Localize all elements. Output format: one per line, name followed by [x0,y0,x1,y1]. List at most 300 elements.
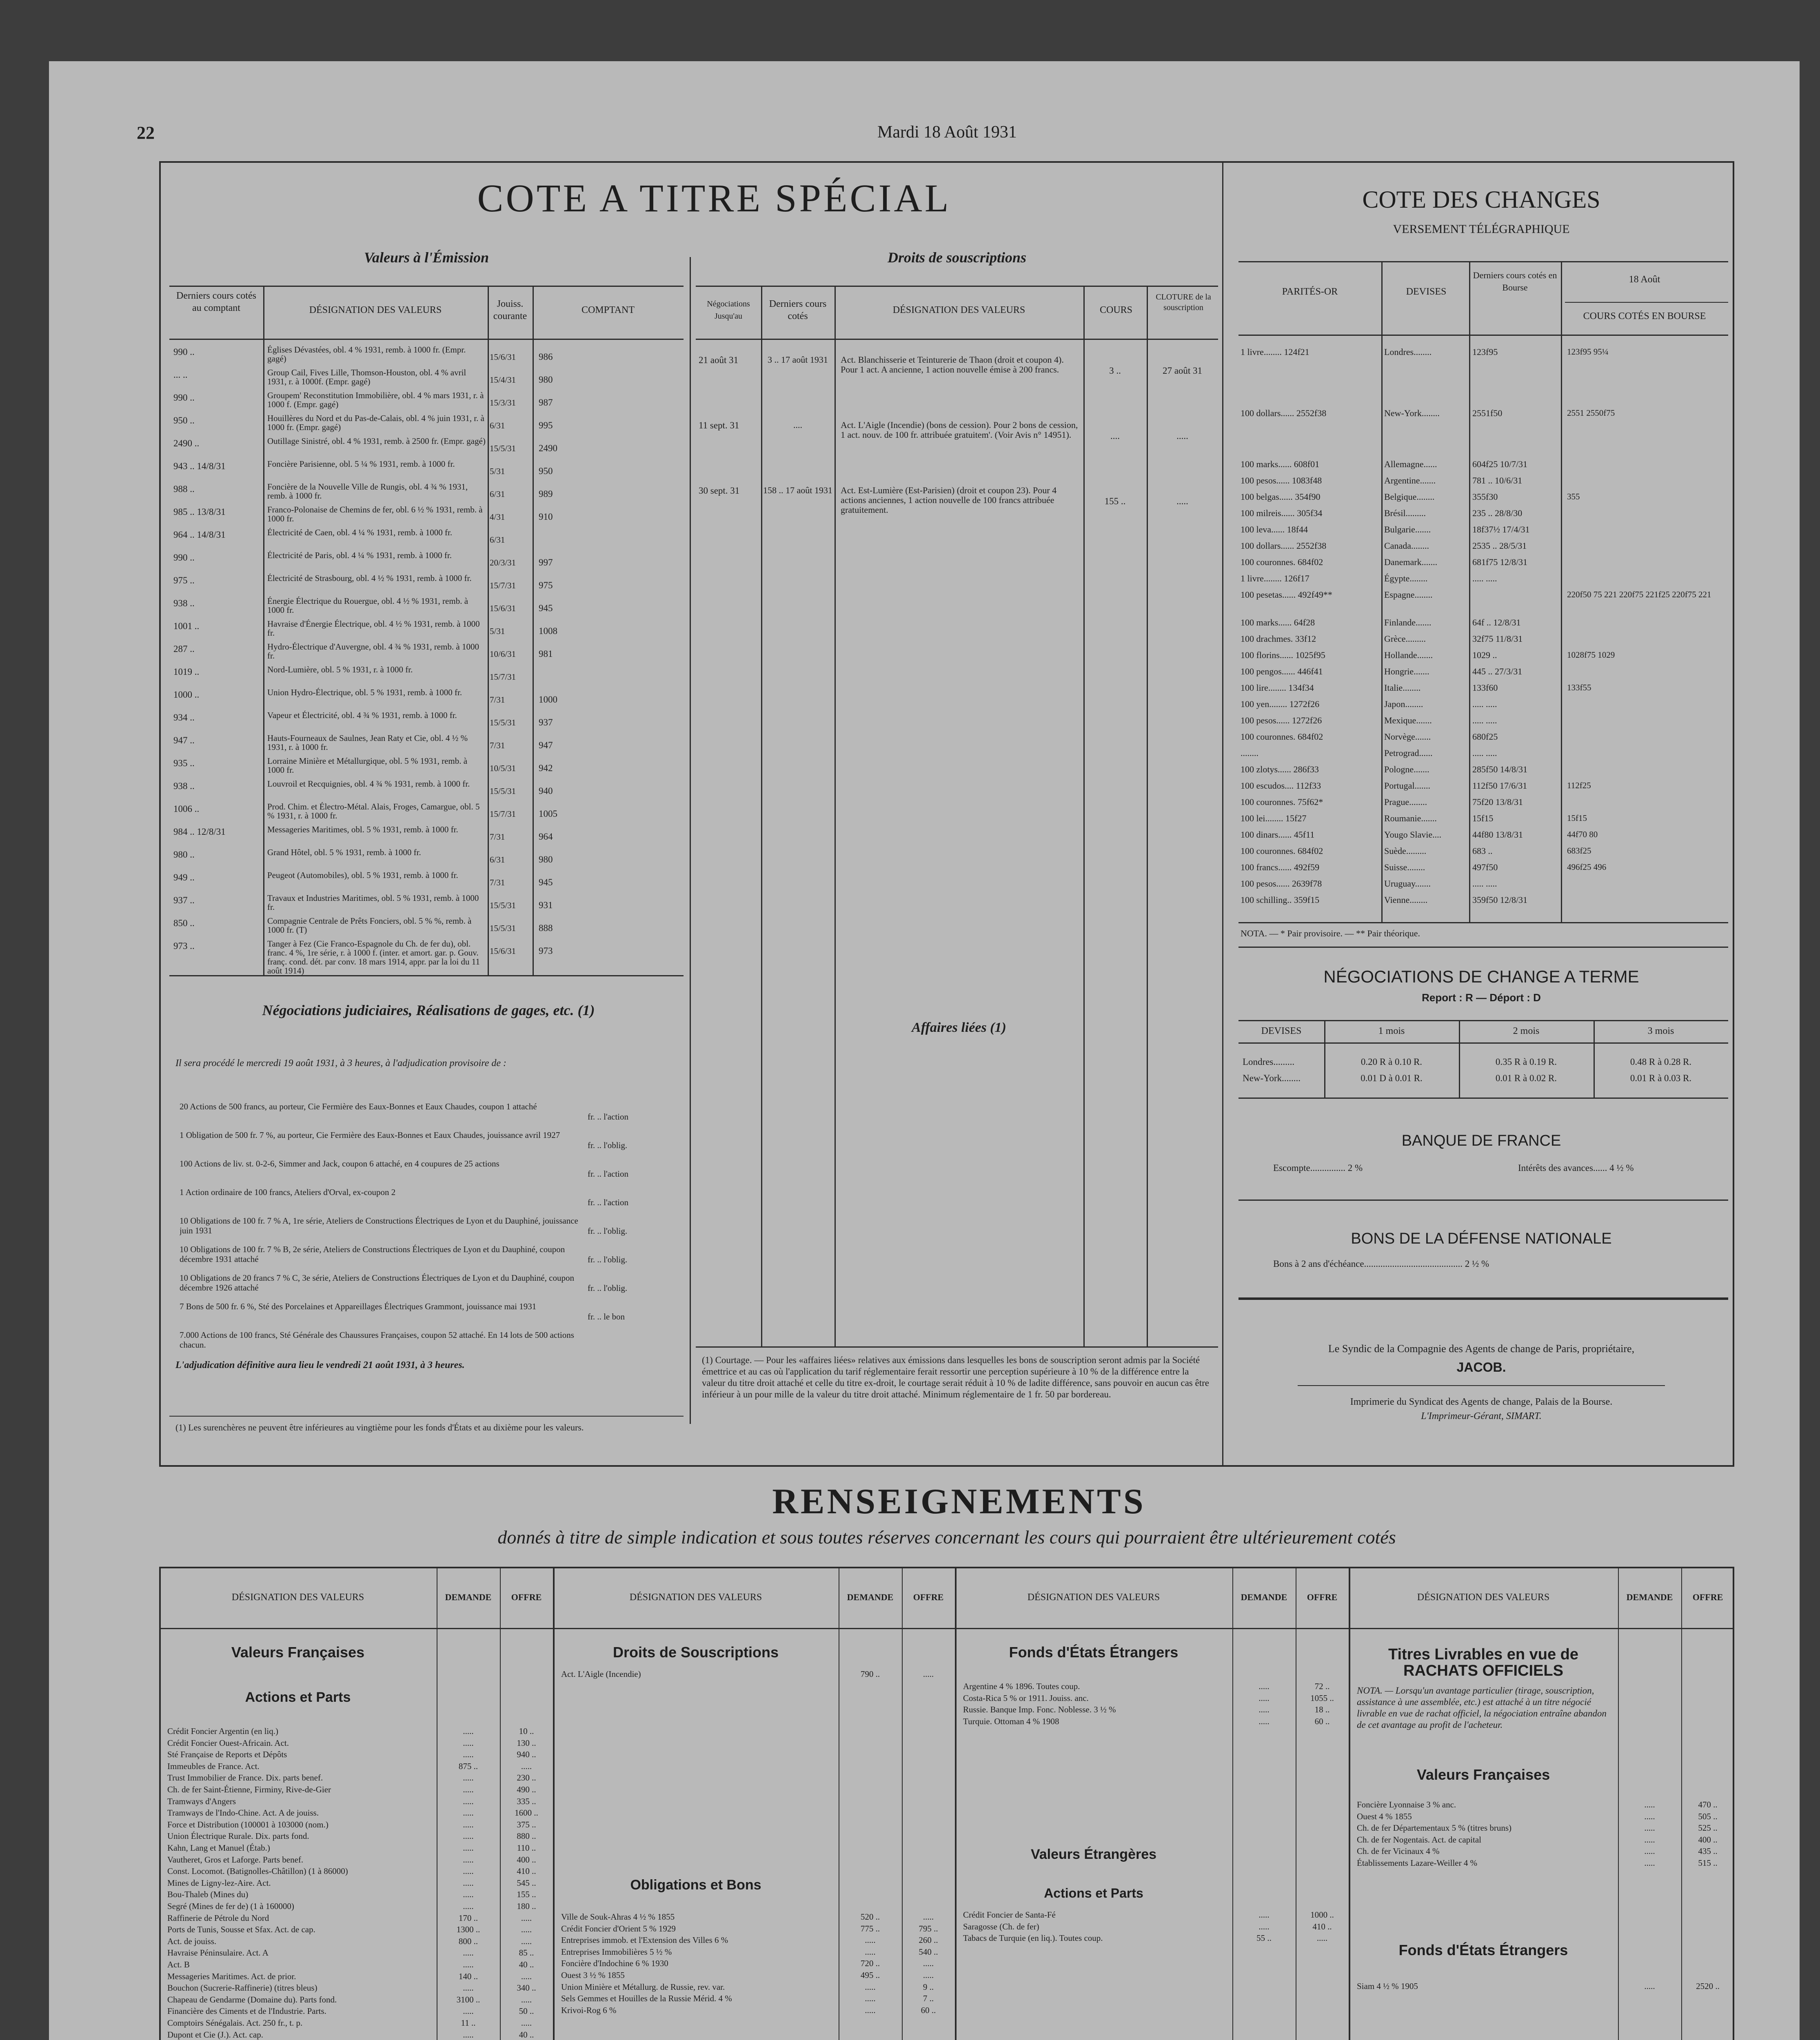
rens-demande: ..... [463,1889,474,1900]
change-last-price: 680f25 [1472,732,1498,742]
negociations-footnote: (1) Les surenchères ne peuvent être inférieures au vingtième pour les fonds d'États et au dixième pour les valeurs. [175,1422,584,1432]
rens-designation: Comptoirs Sénégalais. Act. 250 fr., t. p. [167,2018,303,2028]
change-parite: 100 couronnes. 684f02 [1241,846,1323,856]
emission-designation: Électricité de Strasbourg, obl. 4 ½ % 1931, remb. à 1000 fr. [267,574,472,583]
divider-emission-droits [690,257,691,1424]
emission-last-price: 935 .. [173,758,195,768]
rens-offre: 110 .. [517,1843,536,1853]
emission-last-price: 980 .. [173,849,195,860]
droits-col-cours: COURS [1099,305,1133,315]
emission-designation: Électricité de Paris, obl. 4 ¼ % 1931, remb. à 1000 fr. [267,551,452,560]
emission-last-price: 975 .. [173,575,195,585]
rens-designation: Krivoi-Rog 6 % [561,2005,617,2015]
rens-demande: ..... [463,1843,474,1853]
emission-comptant: 947 [539,740,553,750]
rens-demande: ..... [463,1773,474,1783]
change-last-price: ..... ..... [1472,699,1497,709]
emission-comptant: 1005 [539,809,557,819]
rens-offre: 505 .. [1698,1811,1718,1821]
rens-demande: ..... [463,1831,474,1841]
change-last-price: ..... ..... [1472,748,1497,758]
terme-title: NÉGOCIATIONS DE CHANGE A TERME [1323,967,1639,986]
change-devise: Grèce......... [1384,634,1426,644]
changes-nota: NOTA. — * Pair provisoire. — ** Pair théorique. [1241,928,1420,938]
terme-devise: Londres......... [1243,1057,1295,1067]
terme-3mois: 0.01 R à 0.03 R. [1630,1073,1692,1083]
emission-comptant: 950 [539,466,553,476]
emission-designation: Lorraine Minière et Métallurgique, obl. 5 % 1931, remb. à 1000 fr. [267,756,468,775]
droits-designation: Act. Est-Lumière (Est-Parisien) (droit et coupon 23). Pour 4 actions anciennes, 1 action nouvelle de 100 francs attribuée gratuitement. [841,485,1057,515]
emission-jouissance: 15/7/31 [490,672,516,682]
negociation-item: 7 Bons de 500 fr. 6 %, Sté des Porcelaines et Appareillages Électriques Grammont, jouissance mai 1931 [180,1302,537,1311]
rens-offre: 540 .. [919,1947,938,1957]
rens-offre: 10 .. [519,1726,534,1736]
change-last-price: 497f50 [1472,862,1498,872]
emission-designation: Havraise d'Énergie Électrique, obl. 4 ½ % 1931, remb. à 1000 fr. [267,619,480,638]
rens-demande: ..... [463,1854,474,1865]
rens-demande: ..... [1644,1823,1655,1833]
change-last-price: 235 .. 28/8/30 [1472,508,1523,518]
rens-designation: Saragosse (Ch. de fer) [963,1921,1039,1931]
rens-offre: 525 .. [1698,1823,1718,1833]
negociation-price: fr. .. l'oblig. [588,1140,628,1150]
change-parite: 100 couronnes. 684f02 [1241,557,1323,567]
change-parite: 100 florins...... 1025f95 [1241,650,1325,660]
emission-comptant: 980 [539,375,553,385]
negociation-item: 20 Actions de 500 francs, au porteur, Cie Fermière des Eaux-Bonnes et Eaux Chaudes, coupon 1 attaché [180,1102,537,1111]
banque-escompte: Escompte............... 2 % [1273,1163,1363,1173]
rens-designation: Messageries Maritimes. Act. de prior. [167,1971,296,1981]
emission-jouissance: 6/31 [490,421,505,430]
rens-demande: ..... [1644,1858,1655,1868]
emission-last-price: 938 .. [173,598,195,608]
emission-designation: Franco-Polonaise de Chemins de fer, obl. 6 ½ % 1931, remb. à 1000 fr. [267,505,483,523]
change-parite: 100 pesos...... 2639f78 [1241,878,1322,889]
rens-offre: ..... [521,2018,532,2028]
change-devise: Suède......... [1384,846,1427,856]
rens-demande: ..... [463,1726,474,1736]
rens-offre: ..... [521,1994,532,2005]
emission-designation: Compagnie Centrale de Prêts Fonciers, obl. 5 % %, remb. à 1000 fr. (T) [267,916,472,935]
rens-offre: 9 .. [923,1982,934,1992]
change-last-price: 15f15 [1472,813,1494,823]
changes-col-cours: COURS COTÉS EN BOURSE [1583,311,1706,322]
droits-title: Droits de souscriptions [887,249,1027,266]
rens-demande: ..... [463,1750,474,1760]
rens-offre: 40 .. [519,1960,534,1969]
rens-offre: 50 .. [519,2006,534,2016]
emission-last-price: 949 .. [173,872,195,883]
emission-designation: Hauts-Fourneaux de Saulnes, Jean Raty et Cie, obl. 4 ½ % 1931, r. à 1000 fr. [267,734,468,752]
rens-demande: ..... [463,1796,474,1806]
rens-designation: Établissements Lazare-Weiller 4 % [1357,1858,1478,1868]
emission-comptant: 987 [539,397,553,408]
change-last-price: 355f30 [1472,492,1498,502]
negociation-price: fr. .. l'action [588,1197,629,1207]
emission-jouissance: 6/31 [490,855,505,865]
change-today: 496f25 496 [1567,862,1607,872]
rens-offre: ..... [521,1936,532,1946]
droits-col-derniers: Derniers cours cotés [769,299,827,322]
emission-jouissance: 20/3/31 [490,558,516,568]
change-parite: 100 dinars...... 45f11 [1241,829,1315,840]
terme-2mois: 0.01 R à 0.02 R. [1495,1073,1557,1083]
change-last-price: 18f37½ 17/4/31 [1472,524,1530,534]
rens-demande: ..... [463,1866,474,1876]
rens-offre: 155 .. [517,1889,536,1900]
rens-col-designation: DÉSIGNATION DES VALEURS [629,1592,762,1603]
emission-designation: Énergie Électrique du Rouergue, obl. 4 ½ % 1931, remb. à 1000 fr. [267,596,468,615]
terme-col-3mois: 3 mois [1647,1026,1674,1036]
rens-demande: ..... [463,2029,474,2040]
changes-col-derniers: Derniers cours cotés en Bourse [1473,270,1557,293]
emission-last-price: 988 .. [173,484,195,494]
change-parite: 100 pesos...... 1272f26 [1241,715,1322,725]
banque-title: BANQUE DE FRANCE [1401,1132,1561,1149]
change-last-price: 1029 .. [1472,650,1497,660]
rens-demande: ..... [1258,1910,1270,1920]
emission-last-price: 287 .. [173,644,195,654]
rens-offre: 40 .. [519,2029,534,2040]
rens-col-demande: DEMANDE [1241,1592,1287,1602]
emission-jouissance: 7/31 [490,741,505,750]
change-parite: 100 marks...... 64f28 [1241,617,1315,628]
rens-offre: 72 .. [1314,1681,1330,1691]
terme-3mois: 0.48 R à 0.28 R. [1630,1057,1692,1067]
rens-col-offre: OFFRE [1692,1592,1723,1602]
rens-designation: Segré (Mines de fer de) (1 à 160000) [167,1901,294,1911]
emission-jouissance: 7/31 [490,832,505,842]
emission-last-price: 943 .. 14/8/31 [173,461,226,471]
rens-designation: Financière des Ciments et de l'Industrie. Parts. [167,2006,326,2016]
emission-jouissance: 10/5/31 [490,763,516,773]
emission-jouissance: 15/5/31 [490,443,516,453]
rens-heading: Actions et Parts [245,1690,351,1705]
change-devise: Belgique........ [1384,492,1435,502]
rens-heading: Valeurs Françaises [231,1644,365,1661]
change-today: 1028f75 1029 [1567,650,1615,660]
rens-offre: ..... [521,1761,532,1771]
negociation-item: 100 Actions de liv. st. 0-2-6, Simmer and Jack, coupon 6 attaché, en 4 coupures de 25 actions [180,1159,499,1169]
change-parite: 100 leva...... 18f44 [1241,524,1308,534]
cote-changes-subtitle: VERSEMENT TÉLÉGRAPHIQUE [1393,222,1570,236]
rens-designation: Ports de Tunis, Sousse et Sfax. Act. de cap. [167,1925,315,1935]
droits-last-price: 158 .. 17 août 1931 [763,485,832,495]
droits-last-price: .... [793,420,802,430]
rens-offre: 85 .. [519,1948,534,1958]
emission-designation: Peugeot (Automobiles), obl. 5 % 1931, remb. à 1000 fr. [267,871,458,880]
rens-demande: ..... [463,1948,474,1958]
rens-offre: 340 .. [517,1983,536,1993]
rens-offre: 60 .. [1314,1716,1330,1726]
change-parite: 1 livre........ 126f17 [1241,573,1310,583]
change-parite: 100 pesetas...... 492f49** [1241,590,1332,600]
terme-1mois: 0.20 R à 0.10 R. [1361,1057,1423,1067]
rens-offre: ..... [923,1912,934,1922]
emission-comptant: 945 [539,877,553,887]
emission-jouissance: 15/3/31 [490,398,516,408]
rens-col-offre: OFFRE [913,1592,944,1602]
emission-comptant: 1008 [539,626,557,636]
emission-last-price: 937 .. [173,895,195,905]
negociation-item: 10 Obligations de 100 fr. 7 % B, 2e série, Ateliers de Constructions Électriques de Lyon et du Dauphiné, coupon décembre 1931 attaché [180,1244,565,1264]
emission-jouissance: 6/31 [490,489,505,499]
change-devise: Italie........ [1384,683,1421,693]
emission-col-designation: DÉSIGNATION DES VALEURS [309,305,442,315]
change-devise: Prague........ [1384,797,1427,807]
emission-comptant: 989 [539,489,553,499]
emission-comptant: 980 [539,854,553,865]
emission-comptant: 997 [539,557,553,568]
change-devise: Suisse........ [1384,862,1425,872]
change-today: 683f25 [1567,846,1591,856]
change-last-price: 75f20 13/8/31 [1472,797,1523,807]
rens-designation: Crédit Foncier Argentin (en liq.) [167,1726,278,1736]
rens-offre: ..... [521,1925,532,1935]
change-today: 44f70 80 [1567,829,1598,839]
change-devise: Allemagne...... [1384,459,1437,469]
emission-last-price: 938 .. [173,781,195,791]
emission-designation: Outillage Sinistré, obl. 4 % 1931, remb. à 2500 fr. (Empr. gagé) [267,437,486,446]
emission-designation: Tanger à Fez (Cie Franco-Espagnole du Ch. de fer du), obl. franc. 4 %, 1re série, r. à 1000 f. (inter. et amort. gar. p. Gouv. franç. cond. dét. par conv. 18 mars 1914, appr. par la loi du 11 août 1914) [267,939,480,976]
rens-demande: ..... [463,1819,474,1829]
emission-last-price: 947 .. [173,735,195,745]
emission-jouissance: 6/31 [490,535,505,545]
rens-demande: ..... [463,1785,474,1794]
change-devise: Danemark....... [1384,557,1438,567]
rens-designation: Mines de Ligny-lez-Aire. Act. [167,1878,271,1888]
rens-designation: Sels Gemmes et Houilles de la Russie Mérid. 4 % [561,1993,732,2004]
change-devise: Londres........ [1384,347,1432,357]
negociation-price: fr. .. l'oblig. [588,1226,628,1236]
rens-offre: 1055 .. [1310,1693,1334,1703]
rens-designation: Const. Locomot. (Batignolles-Châtillon) (1 à 86000) [167,1866,348,1876]
emission-last-price: 934 .. [173,712,195,723]
emission-last-price: 990 .. [173,552,195,563]
rens-designation: Tabacs de Turquie (en liq.). Toutes coup. [963,1933,1103,1943]
rens-designation: Russie. Banque Imp. Fonc. Noblesse. 3 ½ % [963,1705,1116,1715]
rens-demande: ..... [463,1901,474,1911]
emission-jouissance: 15/5/31 [490,786,516,796]
terme-col-devises: DEVISES [1261,1026,1302,1036]
rens-offre: 180 .. [517,1901,536,1911]
change-last-price: 604f25 10/7/31 [1472,459,1528,469]
change-parite: 100 couronnes. 75f62* [1241,797,1323,807]
change-last-price: 2551f50 [1472,408,1503,418]
rens-heading: Droits de Souscriptions [613,1644,779,1661]
change-parite: 100 zlotys...... 286f33 [1241,764,1319,774]
emission-last-price: 1001 .. [173,621,200,631]
emission-designation: Vapeur et Électricité, obl. 4 ¾ % 1931, remb. à 1000 fr. [267,711,457,720]
rens-demande: ..... [1258,1693,1270,1703]
rens-offre: 880 .. [517,1831,536,1841]
change-devise: Norvège....... [1384,732,1431,742]
emission-designation: Houillères du Nord et du Pas-de-Calais, obl. 4 % juin 1931, r. à 1000 fr. (Empr. gagé) [267,414,484,432]
rens-offre: 335 .. [517,1796,536,1806]
negociation-price: fr. .. le bon [588,1312,625,1322]
change-today: 133f55 [1567,683,1591,692]
rens-designation: Ch. de fer Vicinaux 4 % [1357,1846,1440,1856]
rens-demande: 140 .. [458,1971,478,1981]
rens-designation: Argentine 4 % 1896. Toutes coup. [963,1681,1080,1691]
emission-comptant: 986 [539,352,553,362]
page-date: Mardi 18 Août 1931 [877,123,1017,142]
emission-designation: Groupem' Reconstitution Immobilière, obl. 4 % mars 1931, r. à 1000 f. (Empr. gagé) [267,391,484,409]
terme-col-1mois: 1 mois [1378,1026,1405,1036]
change-devise: Brésil......... [1384,508,1426,518]
emission-jouissance: 15/5/31 [490,900,516,910]
negociation-price: fr. .. l'oblig. [588,1255,628,1264]
change-parite: 100 francs...... 492f59 [1241,862,1320,872]
emission-jouissance: 15/7/31 [490,809,516,819]
emission-jouissance: 15/5/31 [490,923,516,933]
change-devise: Hollande....... [1384,650,1433,660]
negociations-title: Négociations judiciaires, Réalisations de gages, etc. (1) [262,1002,595,1018]
terme-col-2mois: 2 mois [1513,1026,1540,1036]
emission-designation: Messageries Maritimes, obl. 5 % 1931, remb. à 1000 fr. [267,825,458,834]
rens-designation: Dupont et Cie (J.). Act. cap. [167,2029,264,2040]
rens-demande: ..... [1258,1705,1270,1715]
cote-titre-special-title: COTE A TITRE SPÉCIAL [477,176,951,220]
change-devise: Portugal....... [1384,781,1431,791]
changes-col-parites: PARITÉS-OR [1282,286,1338,297]
rens-designation: Act. B [167,1960,190,1969]
droits-negociation-date: 21 août 31 [699,355,739,365]
change-last-price: ..... ..... [1472,715,1497,725]
change-parite: 100 milreis...... 305f34 [1241,508,1323,518]
rens-col-offre: OFFRE [1307,1592,1338,1602]
droits-cours: .... [1110,431,1120,441]
emission-comptant: 937 [539,717,553,727]
rens-demande: ..... [1644,1811,1655,1821]
rens-designation: Ch. de fer Nogentais. Act. de capital [1357,1834,1481,1845]
emission-last-price: 964 .. 14/8/31 [173,530,226,540]
rens-offre: 545 .. [517,1878,536,1888]
emission-comptant: 1000 [539,694,557,705]
rens-designation: Crédit Foncier Ouest-Africain. Act. [167,1738,289,1748]
banque-interets: Intérêts des avances...... 4 ½ % [1518,1163,1634,1173]
rens-offre: 230 .. [517,1773,536,1783]
emission-last-price: ... .. [173,370,188,380]
negociation-item: 1 Action ordinaire de 100 francs, Ateliers d'Orval, ex-coupon 2 [180,1187,396,1197]
rens-designation: Ville de Souk-Ahras 4 ½ % 1855 [561,1912,675,1922]
emission-jouissance: 4/31 [490,512,505,522]
rens-designation: Trust Immobilier de France. Dix. parts benef. [167,1773,323,1783]
rens-offre: 410 .. [517,1866,536,1876]
change-parite: 100 schilling.. 359f15 [1241,895,1320,905]
emission-last-price: 950 .. [173,415,195,426]
rens-designation: Act. de jouiss. [167,1936,217,1946]
renseignements-title: RENSEIGNEMENTS [772,1482,1146,1521]
rens-demande: ..... [1644,1981,1655,1991]
change-devise: Mexique....... [1384,715,1432,725]
change-last-price: 445 .. 27/3/31 [1472,666,1523,676]
rens-designation: Crédit Foncier d'Orient 5 % 1929 [561,1923,676,1934]
rens-demande: 1300 .. [456,1925,480,1935]
imprimerie-line: Imprimerie du Syndicat des Agents de change, Palais de la Bourse. [1350,1397,1613,1407]
change-last-price: 285f50 14/8/31 [1472,764,1528,774]
change-last-price: ..... ..... [1472,878,1497,889]
emission-jouissance: 7/31 [490,878,505,887]
emission-designation: Group Cail, Fives Lille, Thomson-Houston, obl. 4 % avril 1931, r. à 1000f. (Empr. gagé) [267,368,466,386]
emission-comptant: 964 [539,832,553,842]
emission-comptant: 910 [539,512,553,522]
change-last-price: 781 .. 10/6/31 [1472,475,1523,486]
terme-subtitle: Report : R — Déport : D [1422,991,1541,1004]
rens-offre: 435 .. [1698,1846,1718,1856]
rens-offre: 400 .. [1698,1834,1718,1845]
change-last-price: 44f80 13/8/31 [1472,829,1523,840]
rens-offre: 470 .. [1698,1800,1718,1809]
rens-demande: 11 .. [461,2018,476,2028]
terme-1mois: 0.01 D à 0.01 R. [1361,1073,1423,1083]
rens-offre: 2520 .. [1696,1981,1720,1991]
emission-title: Valeurs à l'Émission [364,249,489,266]
syndic-line: Le Syndic de la Compagnie des Agents de change de Paris, propriétaire, [1328,1343,1635,1355]
rens-demande: 170 .. [458,1913,478,1923]
emission-comptant: 975 [539,580,553,590]
emission-designation: Grand Hôtel, obl. 5 % 1931, remb. à 1000 fr. [267,848,421,857]
negociation-price: fr. .. l'action [588,1112,629,1122]
change-parite: 1 livre........ 124f21 [1241,347,1310,357]
rens-designation: Crédit Foncier de Santa-Fé [963,1910,1056,1920]
change-devise: Uruguay....... [1384,878,1431,889]
emission-col-comptant: COMPTANT [581,305,635,315]
change-devise: Hongrie....... [1384,666,1429,676]
droits-negociation-date: 11 sept. 31 [699,420,739,430]
emission-designation: Louvroil et Recquignies, obl. 4 ¾ % 1931, remb. à 1000 fr. [267,779,470,789]
droits-cours: 3 .. [1109,366,1121,376]
rens-col-offre: OFFRE [511,1592,542,1602]
change-today: 15f15 [1567,813,1587,823]
change-last-price: 123f95 [1472,347,1498,357]
rens-designation: Kahn, Lang et Manuel (Étab.) [167,1843,270,1853]
change-parite: 100 belgas...... 354f90 [1241,492,1321,502]
rens-designation: Force et Distribution (100001 à 103000 (nom.) [167,1819,328,1829]
rens-heading: Titres Livrables en vue de RACHATS OFFICIELS [1388,1646,1579,1679]
rens-heading: Fonds d'États Étrangers [1009,1644,1179,1661]
emission-last-price: 985 .. 13/8/31 [173,507,226,517]
terme-devise: New-York........ [1243,1073,1301,1083]
emission-comptant: 888 [539,923,553,933]
rens-demande: ..... [463,1738,474,1748]
change-today: 2551 2550f75 [1567,408,1615,418]
rens-demande: 3100 .. [456,1994,480,2005]
negociation-item: 10 Obligations de 20 francs 7 % C, 3e série, Ateliers de Constructions Électriques de Lyon et du Dauphiné, coupon décembre 1926 attaché [180,1273,574,1293]
emission-comptant: 931 [539,900,553,910]
rens-demande: 55 .. [1256,1933,1272,1943]
emission-designation: Églises Dévastées, obl. 4 % 1931, remb. à 1000 fr. (Empr. gagé) [267,345,466,364]
droits-cloture: 27 août 31 [1162,366,1203,376]
change-parite: 100 pesos...... 1083f48 [1241,475,1322,486]
change-devise: Vienne........ [1384,895,1428,905]
emission-last-price: 984 .. 12/8/31 [173,827,226,837]
emission-comptant: 940 [539,786,553,796]
emission-last-price: 990 .. [173,347,195,357]
rens-designation: Chapeau de Gendarme (Domaine du). Parts fond. [167,1994,337,2005]
rens-offre: 1000 .. [1310,1910,1334,1920]
change-devise: Canada........ [1384,541,1429,551]
rens-col-demande: DEMANDE [1626,1592,1673,1602]
change-parite: 100 drachmes. 33f12 [1241,634,1316,644]
terme-2mois: 0.35 R à 0.19 R. [1495,1057,1557,1067]
rens-demande: 720 .. [860,1958,880,1969]
rens-demande: ..... [1258,1921,1270,1931]
negociation-item: 10 Obligations de 100 fr. 7 % A, 1re série, Ateliers de Constructions Électriques de Lyon et du Dauphiné, jouissance juin 1931 [180,1216,578,1235]
emission-designation: Prod. Chim. et Électro-Métal. Alais, Froges, Camargue, obl. 5 % 1931, r. à 1000 fr. [267,802,480,820]
emission-col-derniers: Derniers cours cotés au comptant [176,290,256,313]
cote-changes-title: COTE DES CHANGES [1362,186,1600,213]
